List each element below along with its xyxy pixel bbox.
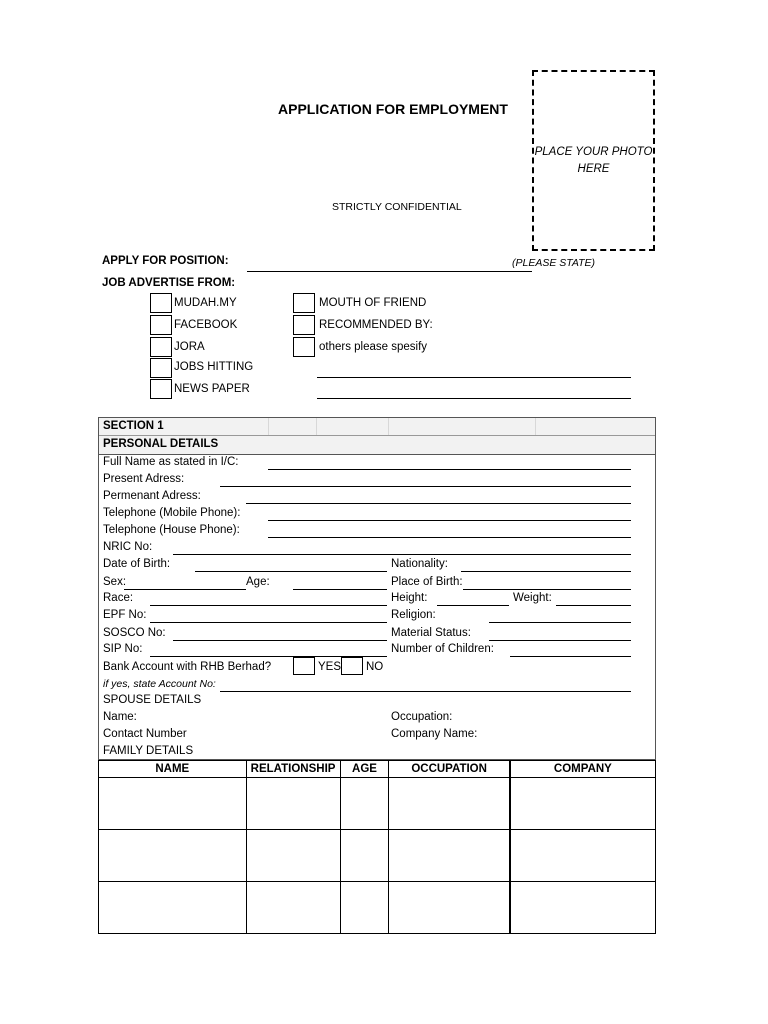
option-news-paper: NEWS PAPER (174, 383, 250, 395)
height-label: Height: (391, 592, 428, 604)
header-divider (316, 418, 317, 436)
weight-field[interactable] (556, 605, 631, 606)
house-phone-label: Telephone (House Phone): (103, 524, 240, 536)
checkbox-jobs-hitting[interactable] (150, 358, 172, 378)
option-mudah: MUDAH.MY (174, 297, 237, 309)
table-cell[interactable] (389, 882, 510, 934)
nric-label: NRIC No: (103, 541, 153, 553)
others-specify-line-2[interactable] (317, 398, 631, 399)
checkbox-others[interactable] (293, 337, 315, 357)
present-address-field[interactable] (220, 486, 631, 487)
spouse-details-title: SPOUSE DETAILS (103, 694, 202, 706)
personal-details-header (99, 436, 655, 454)
column-header-occupation: OCCUPATION (389, 761, 510, 778)
others-specify-line-1[interactable] (317, 377, 631, 378)
table-cell[interactable] (340, 830, 389, 882)
dob-field[interactable] (195, 571, 387, 572)
sex-field[interactable] (124, 589, 246, 590)
height-field[interactable] (437, 605, 509, 606)
nric-field[interactable] (173, 554, 631, 555)
bank-account-label: Bank Account with RHB Berhad? (103, 661, 272, 673)
marital-status-label: Material Status: (391, 627, 471, 639)
option-mouth-of-friend: MOUTH OF FRIEND (319, 297, 427, 309)
sip-label: SIP No: (103, 643, 143, 655)
please-state-note: (PLEASE STATE) (512, 257, 596, 269)
race-label: Race: (103, 592, 134, 604)
mobile-phone-label: Telephone (Mobile Phone): (103, 507, 241, 519)
place-of-birth-field[interactable] (463, 589, 631, 590)
full-name-field[interactable] (268, 469, 631, 470)
table-cell[interactable] (510, 778, 656, 830)
weight-label: Weight: (513, 592, 552, 604)
checkbox-bank-no[interactable] (341, 657, 363, 675)
section-1-header (99, 418, 655, 436)
spouse-contact-label: Contact Number (103, 728, 187, 740)
present-address-label: Present Adress: (103, 473, 185, 485)
religion-field[interactable] (489, 622, 631, 623)
option-facebook: FACEBOOK (174, 319, 238, 331)
family-details-title: FAMILY DETAILS (103, 745, 194, 757)
table-header-row (99, 761, 656, 778)
checkbox-mudah[interactable] (150, 293, 172, 313)
column-header-age: AGE (340, 761, 389, 778)
marital-status-field[interactable] (489, 640, 631, 641)
mobile-phone-field[interactable] (268, 520, 631, 521)
permanent-address-field[interactable] (246, 503, 631, 504)
table-cell[interactable] (99, 882, 247, 934)
table-cell[interactable] (389, 778, 510, 830)
table-cell[interactable] (246, 882, 340, 934)
spouse-occupation-label: Occupation: (391, 711, 453, 723)
spouse-company-label: Company Name: (391, 728, 478, 740)
option-others: others please spesify (319, 341, 428, 353)
option-jora: JORA (174, 341, 205, 353)
checkbox-facebook[interactable] (150, 315, 172, 335)
checkbox-recommended[interactable] (293, 315, 315, 335)
header-divider (268, 418, 269, 436)
dob-label: Date of Birth: (103, 558, 171, 570)
confidential-label: STRICTLY CONFIDENTIAL (332, 201, 462, 213)
header-divider (388, 418, 389, 436)
race-field[interactable] (150, 605, 387, 606)
photo-placeholder-text: PLACE YOUR PHOTO HERE (534, 146, 653, 175)
epf-field[interactable] (150, 622, 387, 623)
table-cell[interactable] (246, 830, 340, 882)
religion-label: Religion: (391, 609, 436, 621)
checkbox-news-paper[interactable] (150, 379, 172, 399)
sosco-field[interactable] (173, 640, 387, 641)
table-cell[interactable] (99, 830, 247, 882)
children-field[interactable] (510, 656, 631, 657)
table-cell[interactable] (389, 830, 510, 882)
photo-placeholder[interactable] (532, 70, 655, 251)
column-header-company: COMPANY (510, 761, 656, 778)
personal-details-title: PERSONAL DETAILS (103, 438, 219, 450)
checkbox-mouth-of-friend[interactable] (293, 293, 315, 313)
nationality-field[interactable] (461, 571, 631, 572)
sex-label: Sex: (103, 576, 127, 588)
children-label: Number of Children: (391, 643, 494, 655)
age-label: Age: (246, 576, 270, 588)
checkbox-bank-yes[interactable] (293, 657, 315, 675)
bank-yes-label: YES (318, 661, 342, 673)
table-cell[interactable] (510, 830, 656, 882)
account-no-note: if yes, state Account No: (103, 678, 216, 690)
epf-label: EPF No: (103, 609, 147, 621)
option-recommended: RECOMMENDED BY: (319, 319, 433, 331)
place-of-birth-label: Place of Birth: (391, 576, 463, 588)
age-field[interactable] (293, 589, 387, 590)
column-header-relationship: RELATIONSHIP (246, 761, 340, 778)
job-advertise-label: JOB ADVERTISE FROM: (102, 277, 236, 289)
bank-no-label: NO (366, 661, 384, 673)
sosco-label: SOSCO No: (103, 627, 166, 639)
section-1-label: SECTION 1 (103, 420, 164, 432)
house-phone-field[interactable] (268, 537, 631, 538)
nationality-label: Nationality: (391, 558, 448, 570)
family-details-table (98, 760, 656, 934)
apply-position-label: APPLY FOR POSITION: (102, 255, 229, 267)
permanent-address-label: Permenant Adress: (103, 490, 201, 502)
column-header-name: NAME (99, 761, 247, 778)
table-cell[interactable] (510, 882, 656, 934)
table-cell[interactable] (246, 778, 340, 830)
spouse-name-label: Name: (103, 711, 137, 723)
table-row (99, 882, 656, 934)
apply-position-field[interactable] (247, 271, 532, 272)
table-cell[interactable] (340, 778, 389, 830)
account-no-field[interactable] (220, 691, 631, 692)
header-divider (535, 418, 536, 436)
table-row (99, 778, 656, 830)
option-jobs-hitting: JOBS HITTING (174, 361, 254, 373)
table-cell[interactable] (99, 778, 247, 830)
table-cell[interactable] (340, 882, 389, 934)
full-name-label: Full Name as stated in I/C: (103, 456, 239, 468)
page-title: APPLICATION FOR EMPLOYMENT (278, 101, 508, 117)
checkbox-jora[interactable] (150, 337, 172, 357)
table-row (99, 830, 656, 882)
